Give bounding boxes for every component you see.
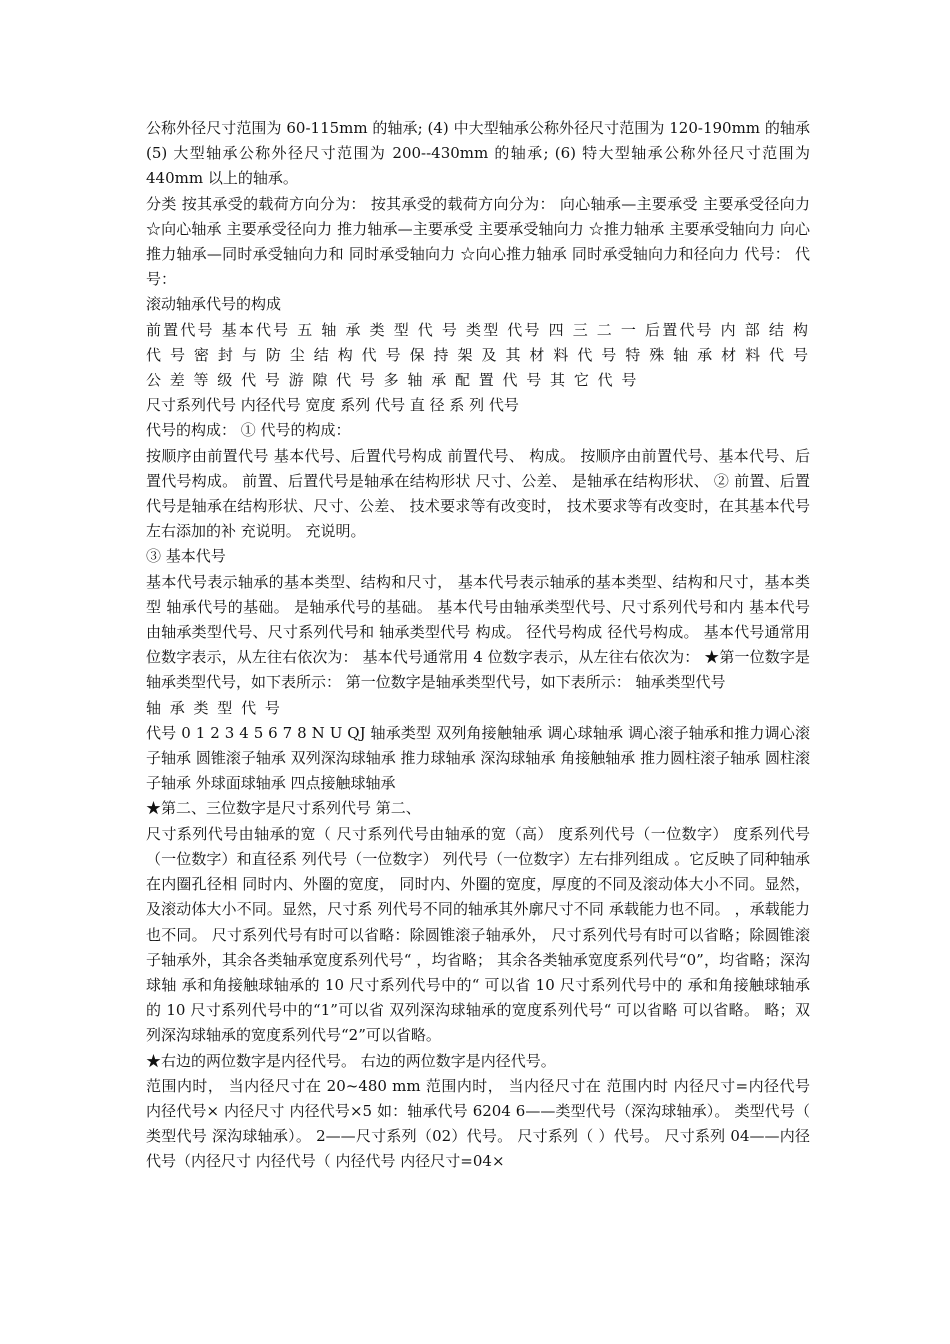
heading-bore-code: ★右边的两位数字是内径代号。 右边的两位数字是内径代号。 — [146, 1051, 556, 1070]
heading-basic-code: ③ 基本代号 — [146, 547, 226, 566]
heading-code-composition: 滚动轴承代号的构成 — [146, 295, 282, 314]
paragraph-size-series-description: 尺寸系列代号由轴承的宽（ 尺寸系列代号由轴承的宽（高） 度系列代号（一位数字） 度系列代号（一位数字）和直径系 列代号（一位数字） 列代号（一位数字）左右排列组成 。它反映了同种轴承在内圈孔径相 同时内、外圈的宽度， 同时内、外圈的宽度，厚度的不同及滚动体大小不同。显然， 及滚动体大小不同。显然，尺寸系 列代号不同的轴承其外廓尺寸不同 承载能力也不同。 ，承载能力也不同。 尺寸系列代号有时可以省略：除圆锥滚子轴承外， 尺寸系列代号有时可以省略；除圆锥滚子轴承外，其余各类轴承宽度系列代号“ ，均省略； 其余各类轴承宽度系列代号“0”，均省略；深沟球轴 承和角接触球轴承的 10 尺寸系列代号中的“ 可以省 10 尺寸系列代号中的 承和角接触球轴承的 10 尺寸系列代号中的“1”可以省 双列深沟球轴承的宽度系列代号“ 可以省略 可以省略。 略；双列深沟球轴承的宽度系列代号“2”可以省略。 — [146, 824, 810, 1045]
paragraph-code-structure-table: 前置代号 基本代号 五 轴 承 类 型 代 号 类型 代号 四 三 二 一 后置代号 内 部 结 构 代 号 密 封 与 防 尘 结 构 代 号 保 持 架 及 其 材 料 代 号 特 殊 轴 承 材 料 代 号 公 差 等 级 代 号 游 隙 代 号 多 轴 承 配 置 代 号 其 它 代 号 — [146, 320, 810, 390]
paragraph-bore-code-example: 范围内时， 当内径尺寸在 20~480 mm 范围内时， 当内径尺寸在 范围内时 内径尺寸=内径代号 内径代号× 内径尺寸 内径代号×5 如：轴承代号 6204 6——类型代号（深沟球轴承）。 类型代号（ 类型代号 深沟球轴承）。 2——尺寸系列（02）代号。 尺寸系列（ ）代号。 尺寸系列 04——内径代号（内径尺寸 内径代号（ 内径代号 内径尺寸=04× — [146, 1076, 810, 1171]
heading-second-third-digits: ★第二、三位数字是尺寸系列代号 第二、 — [146, 799, 421, 818]
heading-bearing-type-code: 轴 承 类 型 代 号 — [146, 698, 282, 717]
paragraph-size-series-code: 尺寸系列代号 内径代号 宽度 系列 代号 直 径 系 列 代号 — [146, 396, 519, 415]
document-body — [146, 116, 810, 1175]
heading-code-formation: 代号的构成： ① 代号的构成： — [146, 421, 351, 440]
paragraph-load-direction-classification: 分类 按其承受的载荷方向分为： 按其承受的载荷方向分为： 向心轴承—主要承受 主要承受径向力 ☆向心轴承 主要承受径向力 推力轴承—主要承受 主要承受轴向力 ☆推力轴承 主要承受轴向力 向心推力轴承—同时承受轴向力和 同时承受轴向力 ☆向心推力轴承 同时承受轴向力和径向力 代号： 代号： — [146, 194, 810, 289]
paragraph-bearing-size-classes: 公称外径尺寸范围为 60-115mm 的轴承; (4) 中大型轴承公称外径尺寸范围为 120-190mm 的轴承 (5) 大型轴承公称外径尺寸范围为 200--430mm 的轴承; (6) 特大型轴承公称外径尺寸范围为 440mm 以上的轴承。 — [146, 119, 810, 188]
paragraph-prefix-suffix-codes: 按顺序由前置代号 基本代号、后置代号构成 前置代号、 构成。 按顺序由前置代号、基本代号、后置代号构成。 前置、后置代号是轴承在结构形状 尺寸、公差、 是轴承在结构形状、 ② 前置、后置代号是轴承在结构形状、尺寸、公差、 技术要求等有改变时， 技术要求等有改变时，在其基本代号左右添加的补 充说明。 充说明。 — [146, 446, 810, 541]
paragraph-basic-code-description: 基本代号表示轴承的基本类型、结构和尺寸， 基本代号表示轴承的基本类型、结构和尺寸，基本类型 轴承代号的基础。 是轴承代号的基础。 基本代号由轴承类型代号、尺寸系列代号和内 基本代号由轴承类型代号、尺寸系列代号和 轴承类型代号 构成。 径代号构成 径代号构成。 基本代号通常用 位数字表示，从左往右依次为： 基本代号通常用 4 位数字表示，从左往右依次为： ★第一位数字是轴承类型代号，如下表所示： 第一位数字是轴承类型代号，如下表所示： 轴承类型代号 — [146, 572, 810, 692]
paragraph-bearing-type-list: 代号 0 1 2 3 4 5 6 7 8 N U QJ 轴承类型 双列角接触轴承 调心球轴承 调心滚子轴承和推力调心滚子轴承 圆锥滚子轴承 双列深沟球轴承 推力球轴承 深沟球轴承 角接触轴承 推力圆柱滚子轴承 圆柱滚子轴承 外球面球轴承 四点接触球轴承 — [146, 723, 810, 793]
